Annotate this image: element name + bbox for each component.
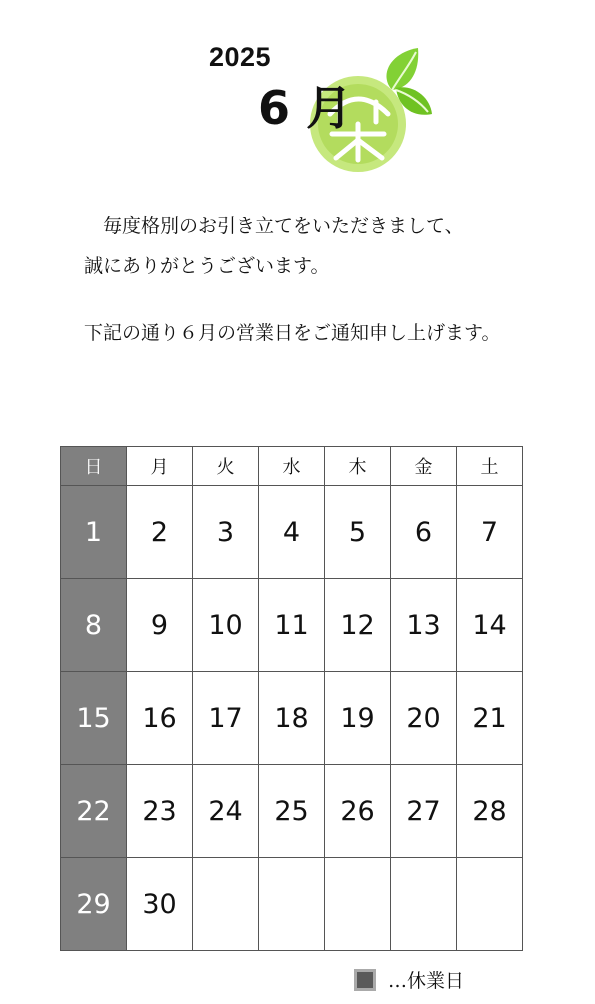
business-calendar xyxy=(60,446,523,951)
weekday-tue: 火 xyxy=(193,447,259,486)
day-cell: 2 xyxy=(127,486,193,579)
week-row xyxy=(61,765,523,858)
day-cell: 6 xyxy=(391,486,457,579)
day-cell: 19 xyxy=(325,672,391,765)
day-cell: 27 xyxy=(391,765,457,858)
day-cell: 13 xyxy=(391,579,457,672)
day-cell: 10 xyxy=(193,579,259,672)
weekday-mon: 月 xyxy=(127,447,193,486)
day-cell xyxy=(391,858,457,951)
day-cell: 11 xyxy=(259,579,325,672)
notice-text: 下記の通り６月の営業日をご通知申し上げます。 xyxy=(84,322,501,344)
day-cell: 14 xyxy=(457,579,523,672)
day-cell: 22 xyxy=(61,765,127,858)
day-cell: 8 xyxy=(61,579,127,672)
day-cell xyxy=(259,858,325,951)
day-cell: 5 xyxy=(325,486,391,579)
greeting-text xyxy=(84,206,464,286)
holiday-swatch-icon xyxy=(354,969,376,991)
weekday-sun: 日 xyxy=(61,447,127,486)
day-cell: 28 xyxy=(457,765,523,858)
day-cell: 26 xyxy=(325,765,391,858)
day-cell xyxy=(193,858,259,951)
day-cell: 20 xyxy=(391,672,457,765)
day-cell: 7 xyxy=(457,486,523,579)
day-cell: 25 xyxy=(259,765,325,858)
day-cell: 15 xyxy=(61,672,127,765)
greeting-line-2: 誠にありがとうございます。 xyxy=(84,255,330,277)
day-cell: 24 xyxy=(193,765,259,858)
day-cell: 12 xyxy=(325,579,391,672)
holiday-legend-label: …休業日 xyxy=(388,970,465,992)
day-cell xyxy=(325,858,391,951)
weekday-wed: 水 xyxy=(259,447,325,486)
day-cell: 16 xyxy=(127,672,193,765)
day-cell: 21 xyxy=(457,672,523,765)
day-cell: 23 xyxy=(127,765,193,858)
weekday-header-row xyxy=(61,447,523,486)
greeting-line-1: 毎度格別のお引き立てをいただきまして、 xyxy=(103,215,464,237)
day-cell: 29 xyxy=(61,858,127,951)
day-cell: 3 xyxy=(193,486,259,579)
day-cell: 4 xyxy=(259,486,325,579)
day-cell: 1 xyxy=(61,486,127,579)
day-cell: 17 xyxy=(193,672,259,765)
weekday-fri: 金 xyxy=(391,447,457,486)
week-row xyxy=(61,858,523,951)
calendar-month: 6 月 xyxy=(258,81,353,135)
calendar-year: 2025 xyxy=(209,42,272,72)
day-cell xyxy=(457,858,523,951)
weekday-thu: 木 xyxy=(325,447,391,486)
holiday-legend xyxy=(354,966,464,993)
week-row xyxy=(61,672,523,765)
weekday-sat: 土 xyxy=(457,447,523,486)
week-row xyxy=(61,579,523,672)
day-cell: 18 xyxy=(259,672,325,765)
day-cell: 30 xyxy=(127,858,193,951)
week-row xyxy=(61,486,523,579)
day-cell: 9 xyxy=(127,579,193,672)
